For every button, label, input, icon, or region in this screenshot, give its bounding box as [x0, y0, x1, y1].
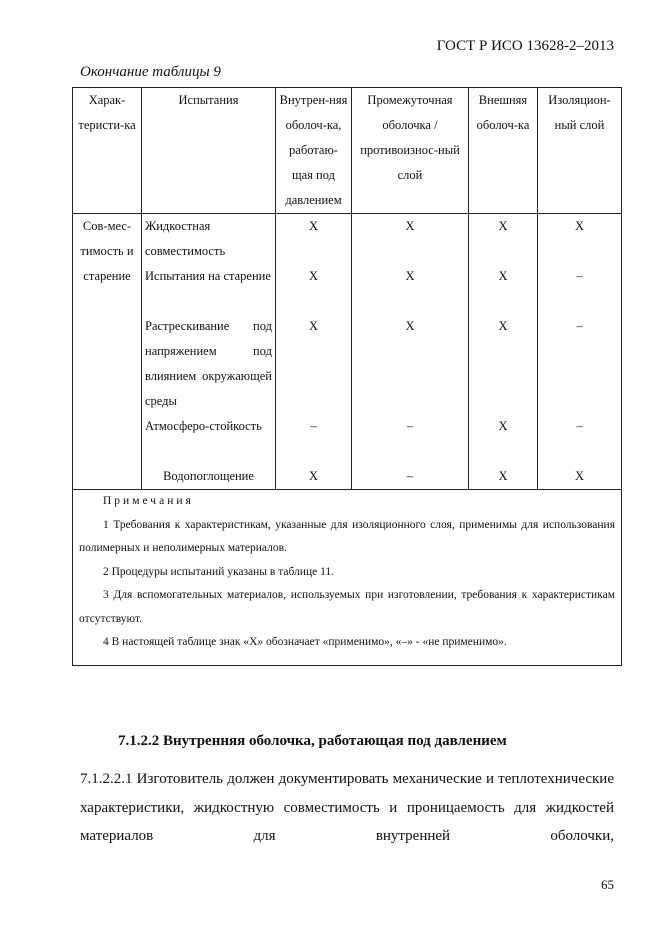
- applicability-mark: X: [308, 319, 319, 333]
- intermediate-sheath-cell: [352, 214, 469, 490]
- note-item: 2 Процедуры испытаний указаны в таблице 11.: [103, 565, 335, 578]
- applicability-mark: –: [576, 319, 583, 333]
- notes-heading: Примечания: [103, 495, 194, 507]
- applicability-mark: X: [308, 269, 319, 283]
- insulation-layer-cell: [538, 214, 622, 490]
- applicability-mark: X: [498, 219, 508, 233]
- applicability-mark: –: [576, 419, 583, 433]
- test-name: Растрескивание под напряжением под влиянием окружающей среды: [145, 319, 272, 408]
- applicability-mark: –: [576, 269, 583, 283]
- table-header-row: [73, 88, 622, 214]
- characteristic-cell: Сов-мес-тимость и старение: [73, 214, 142, 490]
- notes-row: [73, 490, 622, 666]
- applicability-mark: X: [308, 219, 319, 233]
- test-name: Испытания на старение: [145, 269, 271, 283]
- page-number: 65: [601, 877, 614, 892]
- header-insulation-layer: Изоляцион-ный слой: [538, 88, 622, 214]
- table-body-row: [73, 214, 622, 490]
- applicability-mark: –: [406, 419, 414, 433]
- notes-cell: [73, 490, 622, 666]
- applicability-mark: X: [498, 469, 508, 483]
- note-item: 1 Требования к характеристикам, указанные для изоляционного слоя, применимы для использования полимерных и неполимерных материалов.: [79, 518, 615, 554]
- applicability-mark: X: [405, 319, 415, 333]
- body-paragraph: 7.1.2.2.1 Изготовитель должен документировать механические и теплотехнические характеристики, жидкостную совместимость и проницаемость для жидкостей материалов для внутренней оболочки,: [80, 771, 614, 844]
- applicability-mark: X: [498, 269, 508, 283]
- note-item: 3 Для вспомогательных материалов, используемых при изготовлении, требования к характеристикам отсутствуют.: [79, 589, 615, 625]
- table-9: [72, 87, 622, 666]
- outer-sheath-cell: [469, 214, 538, 490]
- applicability-mark: X: [574, 469, 585, 483]
- section-heading: 7.1.2.2 Внутренняя оболочка, работающая под давлением: [118, 733, 507, 749]
- test-name: Жидкостная совместимость: [145, 219, 226, 258]
- header-characteristic: Харак-теристи-ка: [73, 88, 142, 214]
- table-caption: Окончание таблицы 9: [80, 64, 221, 80]
- test-name: Водопоглощение: [163, 469, 254, 483]
- test-name: Атмосферо-стойкость: [145, 419, 262, 433]
- applicability-mark: –: [310, 419, 317, 433]
- applicability-mark: X: [308, 469, 319, 483]
- applicability-mark: X: [574, 219, 585, 233]
- inner-sheath-cell: [276, 214, 352, 490]
- applicability-mark: X: [498, 319, 508, 333]
- applicability-mark: X: [498, 419, 508, 433]
- applicability-mark: X: [405, 269, 415, 283]
- header-outer-sheath: Внешняя оболоч-ка: [469, 88, 538, 214]
- applicability-mark: –: [406, 469, 414, 483]
- header-inner-sheath: Внутрен-няя оболоч-ка, работаю-щая под давлением: [276, 88, 352, 214]
- note-item: 4 В настоящей таблице знак «Х» обозначает «применимо», «–» - «не применимо».: [103, 636, 507, 648]
- tests-cell: [142, 214, 276, 490]
- document-header: ГОСТ Р ИСО 13628-2–2013: [436, 38, 614, 54]
- applicability-mark: X: [405, 219, 415, 233]
- header-tests: Испытания: [142, 88, 276, 214]
- header-intermediate-sheath: Промежуточная оболочка / противоизнос-ный слой: [352, 88, 469, 214]
